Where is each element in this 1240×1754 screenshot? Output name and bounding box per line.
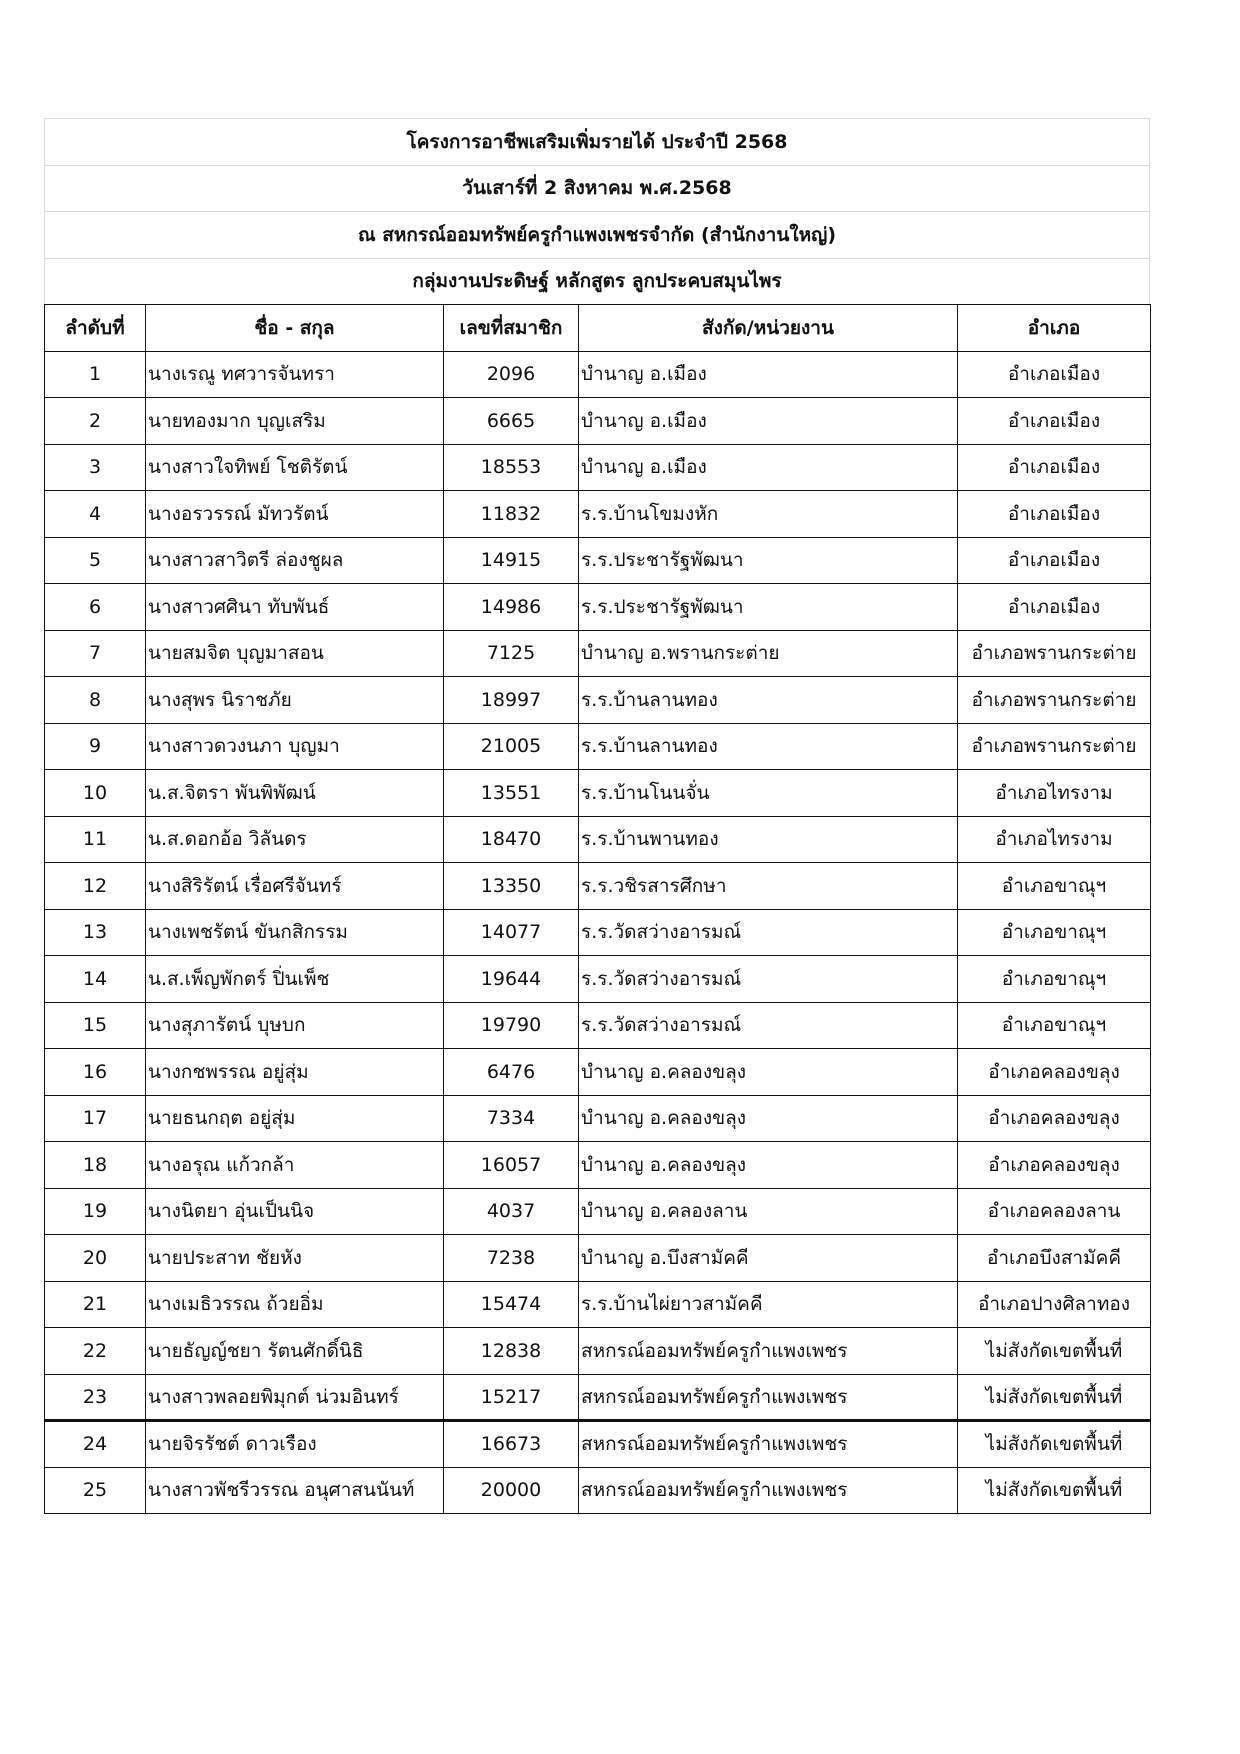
row-member-id: 6476: [444, 1049, 579, 1096]
row-member-id: 18470: [444, 816, 579, 863]
event-venue: ณ สหกรณ์ออมทรัพย์ครูกำแพงเพชรจำกัด (สำนักงานใหญ่): [44, 211, 1150, 258]
row-unit: บำนาญ อ.พรานกระต่าย: [579, 630, 958, 677]
row-member-id: 15217: [444, 1374, 579, 1421]
row-member-id: 14915: [444, 537, 579, 584]
table-row: [45, 1188, 1151, 1235]
table-row: [45, 1374, 1151, 1421]
row-unit: ร.ร.บ้านไผ่ยาวสามัคคี: [579, 1281, 958, 1328]
row-member-id: 7334: [444, 1095, 579, 1142]
row-unit: ร.ร.ประชารัฐพัฒนา: [579, 584, 958, 631]
table-row: [45, 1235, 1151, 1282]
row-member-id: 16057: [444, 1142, 579, 1189]
row-district: อำเภอขาณุฯ: [958, 1002, 1151, 1049]
row-name: นายทองมาก บุญเสริม: [146, 398, 444, 445]
table-row: [45, 1002, 1151, 1049]
row-name: น.ส.จิตรา พันพิพัฒน์: [146, 770, 444, 817]
row-number: 18: [45, 1142, 146, 1189]
row-member-id: 6665: [444, 398, 579, 445]
row-unit: ร.ร.วัดสว่างอารมณ์: [579, 1002, 958, 1049]
row-number: 20: [45, 1235, 146, 1282]
row-name: นายจิรรัชต์ ดาวเรือง: [146, 1421, 444, 1468]
row-number: 1: [45, 351, 146, 398]
table-row: [45, 909, 1151, 956]
table-row: [45, 491, 1151, 538]
row-number: 23: [45, 1374, 146, 1421]
row-member-id: 19644: [444, 956, 579, 1003]
row-unit: ร.ร.บ้านลานทอง: [579, 677, 958, 724]
row-number: 24: [45, 1421, 146, 1468]
row-member-id: 13350: [444, 863, 579, 910]
row-district: อำเภอไทรงาม: [958, 816, 1151, 863]
row-district: ไม่สังกัดเขตพื้นที่: [958, 1328, 1151, 1375]
row-district: อำเภอบึงสามัคคี: [958, 1235, 1151, 1282]
row-unit: บำนาญ อ.คลองลาน: [579, 1188, 958, 1235]
table-row: [45, 816, 1151, 863]
row-number: 2: [45, 398, 146, 445]
row-unit: สหกรณ์ออมทรัพย์ครูกำแพงเพชร: [579, 1328, 958, 1375]
row-number: 13: [45, 909, 146, 956]
row-name: นางสาวพัชรีวรรณ อนุศาสนนันท์: [146, 1467, 444, 1514]
row-unit: บำนาญ อ.เมือง: [579, 398, 958, 445]
row-name: นางสาวพลอยพิมุกต์ น่วมอินทร์: [146, 1374, 444, 1421]
table-row: [45, 1467, 1151, 1514]
row-name: นางสาวใจทิพย์ โชติรัตน์: [146, 444, 444, 491]
row-district: อำเภอเมือง: [958, 584, 1151, 631]
header-no: ลำดับที่: [45, 305, 146, 352]
row-name: นางสิริรัตน์ เรื่อศรีจันทร์: [146, 863, 444, 910]
row-number: 21: [45, 1281, 146, 1328]
row-name: นางเรณู ทศวารจันทรา: [146, 351, 444, 398]
row-member-id: 19790: [444, 1002, 579, 1049]
row-name: นางสาวศศินา ทับพันธ์: [146, 584, 444, 631]
row-number: 12: [45, 863, 146, 910]
row-number: 19: [45, 1188, 146, 1235]
row-district: อำเภอขาณุฯ: [958, 863, 1151, 910]
row-name: นางสุพร นิราชภัย: [146, 677, 444, 724]
row-name: นายธัญญ์ชยา รัตนศักดิ์นิธิ: [146, 1328, 444, 1375]
row-unit: บำนาญ อ.เมือง: [579, 444, 958, 491]
header-district: อำเภอ: [958, 305, 1151, 352]
table-row: [45, 1281, 1151, 1328]
row-number: 14: [45, 956, 146, 1003]
row-district: ไม่สังกัดเขตพื้นที่: [958, 1467, 1151, 1514]
table-row: [45, 584, 1151, 631]
row-name: น.ส.ดอกอ้อ วิลันดร: [146, 816, 444, 863]
row-member-id: 14986: [444, 584, 579, 631]
header-name: ชื่อ - สกุล: [146, 305, 444, 352]
row-district: อำเภอพรานกระต่าย: [958, 630, 1151, 677]
row-number: 8: [45, 677, 146, 724]
table-row: [45, 956, 1151, 1003]
row-district: ไม่สังกัดเขตพื้นที่: [958, 1374, 1151, 1421]
row-member-id: 12838: [444, 1328, 579, 1375]
row-name: น.ส.เพ็ญพักตร์ ปิ่นเพ็ช: [146, 956, 444, 1003]
row-district: อำเภอคลองขลุง: [958, 1095, 1151, 1142]
row-member-id: 14077: [444, 909, 579, 956]
row-number: 6: [45, 584, 146, 631]
event-date: วันเสาร์ที่ 2 สิงหาคม พ.ศ.2568: [44, 165, 1150, 212]
table-row: [45, 630, 1151, 677]
table-row: [45, 723, 1151, 770]
row-number: 9: [45, 723, 146, 770]
row-member-id: 11832: [444, 491, 579, 538]
table-row: [45, 1328, 1151, 1375]
row-name: นางกชพรรณ อยู่สุ่ม: [146, 1049, 444, 1096]
table-header-row: [45, 305, 1151, 352]
row-name: นายธนกฤต อยู่สุ่ม: [146, 1095, 444, 1142]
row-name: นายประสาท ชัยหัง: [146, 1235, 444, 1282]
table-row: [45, 351, 1151, 398]
row-district: อำเภอปางศิลาทอง: [958, 1281, 1151, 1328]
row-district: อำเภอขาณุฯ: [958, 909, 1151, 956]
row-name: นางสุภารัตน์ บุษบก: [146, 1002, 444, 1049]
row-name: นางอรวรรณ์ มัทวรัตน์: [146, 491, 444, 538]
row-number: 3: [45, 444, 146, 491]
row-name: นางเมธิวรรณ ถ้วยอิ่ม: [146, 1281, 444, 1328]
row-unit: ร.ร.ประชารัฐพัฒนา: [579, 537, 958, 584]
row-member-id: 21005: [444, 723, 579, 770]
row-member-id: 16673: [444, 1421, 579, 1468]
row-member-id: 18997: [444, 677, 579, 724]
row-number: 16: [45, 1049, 146, 1096]
row-district: อำเภอคลองขลุง: [958, 1142, 1151, 1189]
header-unit: สังกัด/หน่วยงาน: [579, 305, 958, 352]
row-district: อำเภอเมือง: [958, 398, 1151, 445]
row-name: นายสมจิต บุญมาสอน: [146, 630, 444, 677]
course-group: กลุ่มงานประดิษฐ์ หลักสูตร ลูกประคบสมุนไพร: [44, 258, 1150, 305]
table-row: [45, 863, 1151, 910]
header-member-id: เลขที่สมาชิก: [444, 305, 579, 352]
row-member-id: 4037: [444, 1188, 579, 1235]
row-number: 5: [45, 537, 146, 584]
row-district: อำเภอพรานกระต่าย: [958, 677, 1151, 724]
table-row: [45, 770, 1151, 817]
participant-sheet: [44, 118, 1150, 1514]
row-district: ไม่สังกัดเขตพื้นที่: [958, 1421, 1151, 1468]
table-row: [45, 677, 1151, 724]
row-number: 7: [45, 630, 146, 677]
row-member-id: 20000: [444, 1467, 579, 1514]
row-district: อำเภอเมือง: [958, 444, 1151, 491]
row-name: นางสาวดวงนภา บุญมา: [146, 723, 444, 770]
row-unit: ร.ร.บ้านโขมงหัก: [579, 491, 958, 538]
row-unit: ร.ร.บ้านโนนจั่น: [579, 770, 958, 817]
row-district: อำเภอเมือง: [958, 351, 1151, 398]
row-number: 4: [45, 491, 146, 538]
table-row: [45, 1142, 1151, 1189]
row-unit: ร.ร.วัดสว่างอารมณ์: [579, 909, 958, 956]
row-unit: ร.ร.บ้านพานทอง: [579, 816, 958, 863]
row-unit: บำนาญ อ.บึงสามัคคี: [579, 1235, 958, 1282]
row-name: นางสาวสาวิตรี ล่องชูผล: [146, 537, 444, 584]
row-member-id: 13551: [444, 770, 579, 817]
row-name: นางอรุณ แก้วกล้า: [146, 1142, 444, 1189]
row-unit: บำนาญ อ.คลองขลุง: [579, 1142, 958, 1189]
row-number: 10: [45, 770, 146, 817]
row-number: 25: [45, 1467, 146, 1514]
row-member-id: 18553: [444, 444, 579, 491]
table-row: [45, 1095, 1151, 1142]
row-unit: ร.ร.วชิรสารศึกษา: [579, 863, 958, 910]
row-district: อำเภอเมือง: [958, 491, 1151, 538]
row-number: 22: [45, 1328, 146, 1375]
row-number: 15: [45, 1002, 146, 1049]
row-name: นางเพชรัตน์ ขันกสิกรรม: [146, 909, 444, 956]
row-name: นางนิตยา อุ่นเป็นนิจ: [146, 1188, 444, 1235]
row-unit: สหกรณ์ออมทรัพย์ครูกำแพงเพชร: [579, 1467, 958, 1514]
row-member-id: 7238: [444, 1235, 579, 1282]
row-member-id: 2096: [444, 351, 579, 398]
row-unit: บำนาญ อ.คลองขลุง: [579, 1049, 958, 1096]
table-row: [45, 1049, 1151, 1096]
row-unit: ร.ร.บ้านลานทอง: [579, 723, 958, 770]
row-member-id: 15474: [444, 1281, 579, 1328]
table-row: [45, 1421, 1151, 1468]
row-unit: สหกรณ์ออมทรัพย์ครูกำแพงเพชร: [579, 1374, 958, 1421]
row-district: อำเภอพรานกระต่าย: [958, 723, 1151, 770]
row-district: อำเภอขาณุฯ: [958, 956, 1151, 1003]
row-district: อำเภอคลองลาน: [958, 1188, 1151, 1235]
row-district: อำเภอเมือง: [958, 537, 1151, 584]
row-number: 17: [45, 1095, 146, 1142]
row-unit: บำนาญ อ.เมือง: [579, 351, 958, 398]
project-title: โครงการอาชีพเสริมเพิ่มรายได้ ประจำปี 2568: [44, 118, 1150, 165]
row-unit: สหกรณ์ออมทรัพย์ครูกำแพงเพชร: [579, 1421, 958, 1468]
participant-table: [44, 304, 1151, 1514]
row-unit: ร.ร.วัดสว่างอารมณ์: [579, 956, 958, 1003]
row-member-id: 7125: [444, 630, 579, 677]
row-number: 11: [45, 816, 146, 863]
row-district: อำเภอคลองขลุง: [958, 1049, 1151, 1096]
row-district: อำเภอไทรงาม: [958, 770, 1151, 817]
table-row: [45, 444, 1151, 491]
table-row: [45, 398, 1151, 445]
row-unit: บำนาญ อ.คลองขลุง: [579, 1095, 958, 1142]
table-row: [45, 537, 1151, 584]
